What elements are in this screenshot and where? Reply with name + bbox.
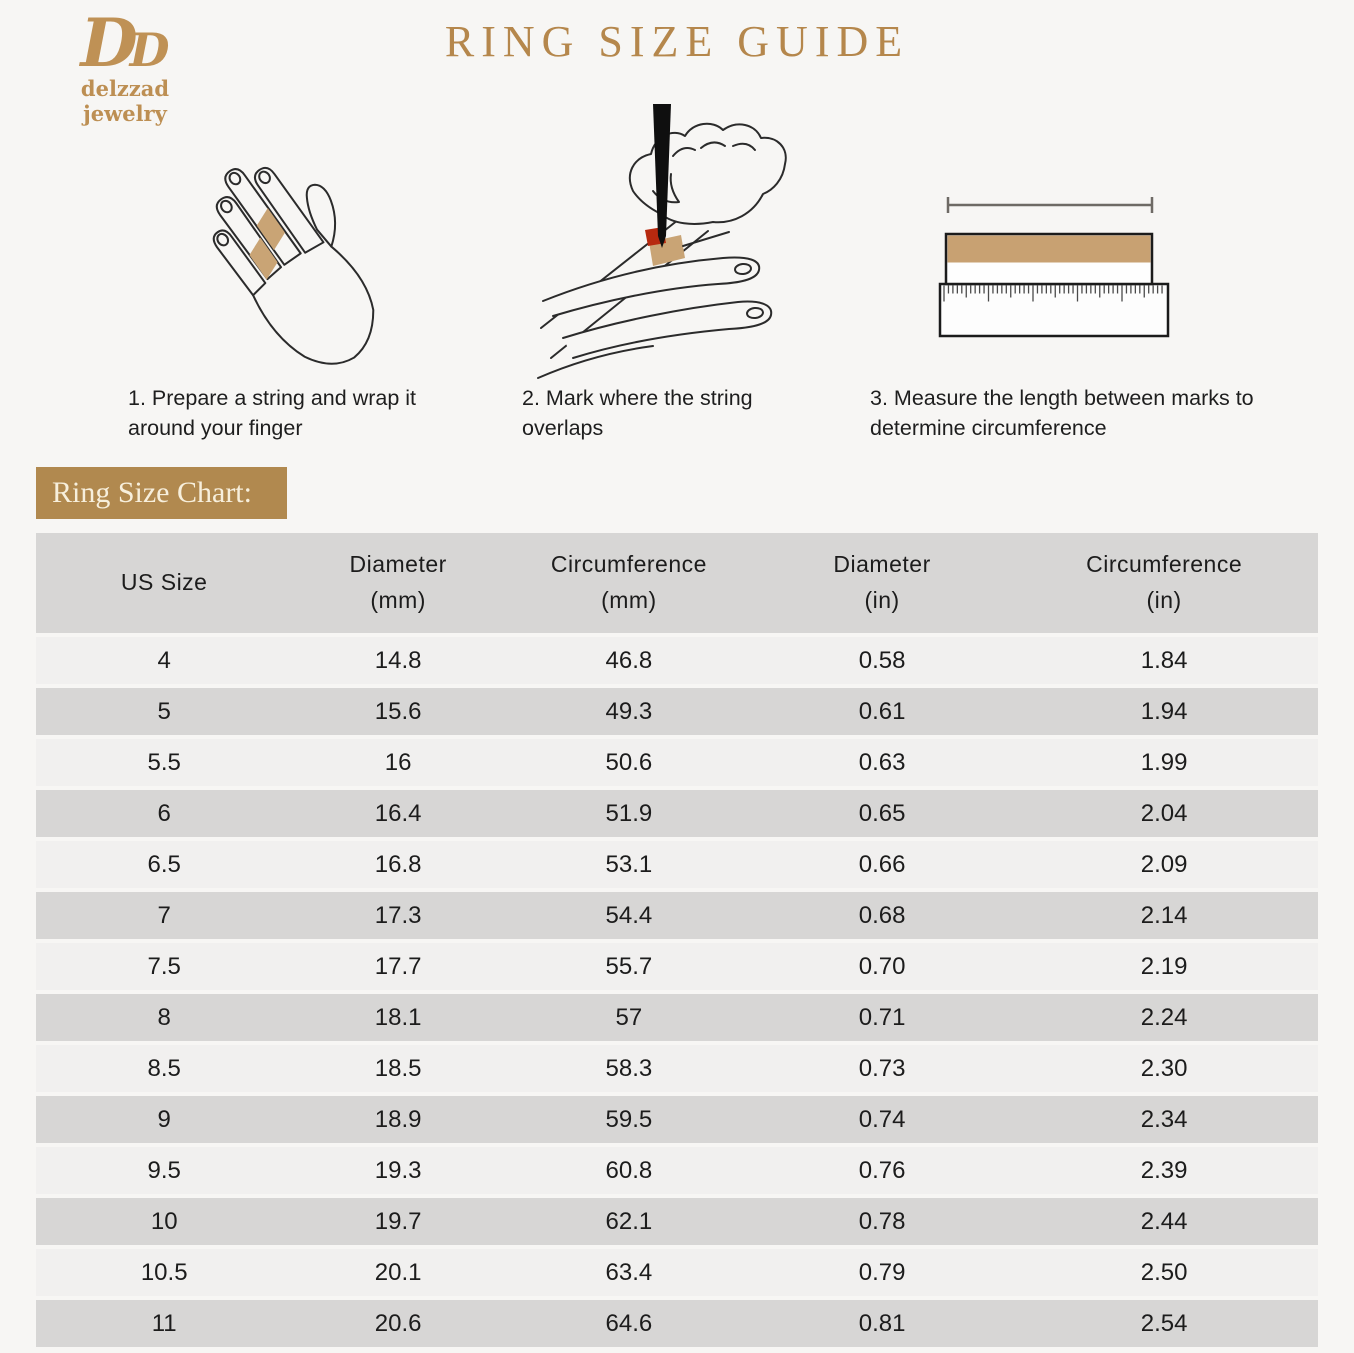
table-cell: 63.4 bbox=[605, 1258, 653, 1286]
table-cell: 1.94 bbox=[1140, 697, 1188, 725]
table-header-cell: Circumference (mm) bbox=[504, 547, 754, 618]
ring-size-table bbox=[36, 533, 1318, 1347]
table-cell: 0.61 bbox=[858, 697, 906, 725]
table-row bbox=[36, 1147, 1318, 1194]
table-cell: 0.66 bbox=[858, 850, 906, 878]
table-cell: 11 bbox=[151, 1309, 177, 1337]
brand-wordmark: delzzad jewelry bbox=[80, 76, 170, 126]
table-cell: 0.71 bbox=[858, 1003, 906, 1031]
table-header-unit: (mm) bbox=[601, 587, 657, 613]
table-cell: 2.54 bbox=[1140, 1309, 1188, 1337]
table-row bbox=[36, 1096, 1318, 1143]
table-header-unit: (in) bbox=[864, 587, 900, 613]
table-cell: 20.1 bbox=[374, 1258, 422, 1286]
step-caption-2: 2. Mark where the string overlaps bbox=[522, 386, 753, 440]
table-cell: 18.1 bbox=[374, 1003, 422, 1031]
table-cell: 2.34 bbox=[1140, 1105, 1188, 1133]
table-row bbox=[36, 1198, 1318, 1245]
table-row bbox=[36, 637, 1318, 684]
table-cell: 19.3 bbox=[374, 1156, 422, 1184]
table-cell: 14.8 bbox=[374, 646, 422, 674]
table-cell: 7.5 bbox=[147, 952, 181, 980]
table-cell: 2.50 bbox=[1140, 1258, 1188, 1286]
table-cell: 2.24 bbox=[1140, 1003, 1188, 1031]
table-cell: 18.9 bbox=[374, 1105, 422, 1133]
table-row bbox=[36, 688, 1318, 735]
table-cell: 0.58 bbox=[858, 646, 906, 674]
table-cell: 15.6 bbox=[374, 697, 422, 725]
table-cell: 62.1 bbox=[605, 1207, 653, 1235]
table-cell: 5.5 bbox=[147, 748, 181, 776]
hand-string-icon bbox=[158, 116, 413, 381]
table-cell: 16 bbox=[384, 748, 412, 776]
table-row bbox=[36, 1045, 1318, 1092]
table-header-cell: Circumference (in) bbox=[1010, 547, 1318, 618]
table-header-cell: Diameter (in) bbox=[754, 547, 1010, 618]
table-cell: 17.7 bbox=[374, 952, 422, 980]
table-cell: 8 bbox=[157, 1003, 171, 1031]
table-cell: 10.5 bbox=[140, 1258, 188, 1286]
table-cell: 6.5 bbox=[147, 850, 181, 878]
table-cell: 2.09 bbox=[1140, 850, 1188, 878]
monogram-letter: D bbox=[80, 4, 138, 82]
table-header-cell: US Size bbox=[120, 569, 208, 596]
table-row bbox=[36, 841, 1318, 888]
table-cell: 57 bbox=[615, 1003, 643, 1031]
table-cell: 49.3 bbox=[605, 697, 653, 725]
table-cell: 53.1 bbox=[605, 850, 653, 878]
step-caption-1: 1. Prepare a string and wrap it around your finger bbox=[128, 386, 417, 440]
table-cell: 54.4 bbox=[605, 901, 653, 929]
table-cell: 0.74 bbox=[858, 1105, 906, 1133]
table-cell: 10 bbox=[150, 1207, 178, 1235]
monogram-letter: D bbox=[129, 23, 170, 77]
table-header-unit: (in) bbox=[1146, 587, 1182, 613]
table-cell: 20.6 bbox=[374, 1309, 422, 1337]
table-cell: 0.73 bbox=[858, 1054, 906, 1082]
table-cell: 9 bbox=[157, 1105, 171, 1133]
table-row bbox=[36, 790, 1318, 837]
table-cell: 16.4 bbox=[374, 799, 422, 827]
table-cell: 7 bbox=[157, 901, 171, 929]
table-cell: 5 bbox=[157, 697, 171, 725]
table-cell: 9.5 bbox=[147, 1156, 181, 1184]
table-cell: 0.79 bbox=[858, 1258, 906, 1286]
table-cell: 0.65 bbox=[858, 799, 906, 827]
table-cell: 46.8 bbox=[605, 646, 653, 674]
table-cell: 6 bbox=[157, 799, 171, 827]
mark-string-icon bbox=[533, 96, 808, 381]
table-cell: 64.6 bbox=[605, 1309, 653, 1337]
table-cell: 55.7 bbox=[605, 952, 653, 980]
table-cell: 50.6 bbox=[605, 748, 653, 776]
table-cell: 0.70 bbox=[858, 952, 906, 980]
measure-ruler-icon bbox=[928, 178, 1183, 358]
table-header-cell: Diameter (mm) bbox=[292, 547, 504, 618]
table-cell: 17.3 bbox=[374, 901, 422, 929]
table-cell: 0.76 bbox=[858, 1156, 906, 1184]
table-cell: 19.7 bbox=[374, 1207, 422, 1235]
page-title: RING SIZE GUIDE bbox=[444, 17, 910, 66]
table-cell: 2.44 bbox=[1140, 1207, 1188, 1235]
table-cell: 8.5 bbox=[147, 1054, 181, 1082]
table-cell: 2.04 bbox=[1140, 799, 1188, 827]
table-cell: 0.81 bbox=[858, 1309, 906, 1337]
table-cell: 4 bbox=[157, 646, 171, 674]
table-cell: 2.14 bbox=[1140, 901, 1188, 929]
table-cell: 0.78 bbox=[858, 1207, 906, 1235]
table-cell: 16.8 bbox=[374, 850, 422, 878]
table-row bbox=[36, 1300, 1318, 1347]
table-cell: 0.63 bbox=[858, 748, 906, 776]
table-cell: 2.30 bbox=[1140, 1054, 1188, 1082]
table-cell: 1.84 bbox=[1140, 646, 1188, 674]
table-cell: 60.8 bbox=[605, 1156, 653, 1184]
table-cell: 0.68 bbox=[858, 901, 906, 929]
table-cell: 58.3 bbox=[605, 1054, 653, 1082]
table-row bbox=[36, 943, 1318, 990]
table-cell: 2.39 bbox=[1140, 1156, 1188, 1184]
table-cell: 59.5 bbox=[605, 1105, 653, 1133]
table-header-row bbox=[36, 533, 1318, 633]
table-body bbox=[36, 637, 1318, 1347]
table-cell: 2.19 bbox=[1140, 952, 1188, 980]
table-header-unit: (mm) bbox=[370, 587, 426, 613]
section-label: Ring Size Chart: bbox=[36, 467, 287, 519]
table-row bbox=[36, 1249, 1318, 1296]
table-cell: 51.9 bbox=[605, 799, 653, 827]
table-cell: 18.5 bbox=[374, 1054, 422, 1082]
table-row bbox=[36, 892, 1318, 939]
table-cell: 1.99 bbox=[1140, 748, 1188, 776]
step-caption-3: 3. Measure the length between marks to determine circumference bbox=[870, 386, 1254, 440]
table-row bbox=[36, 994, 1318, 1041]
table-row bbox=[36, 739, 1318, 786]
